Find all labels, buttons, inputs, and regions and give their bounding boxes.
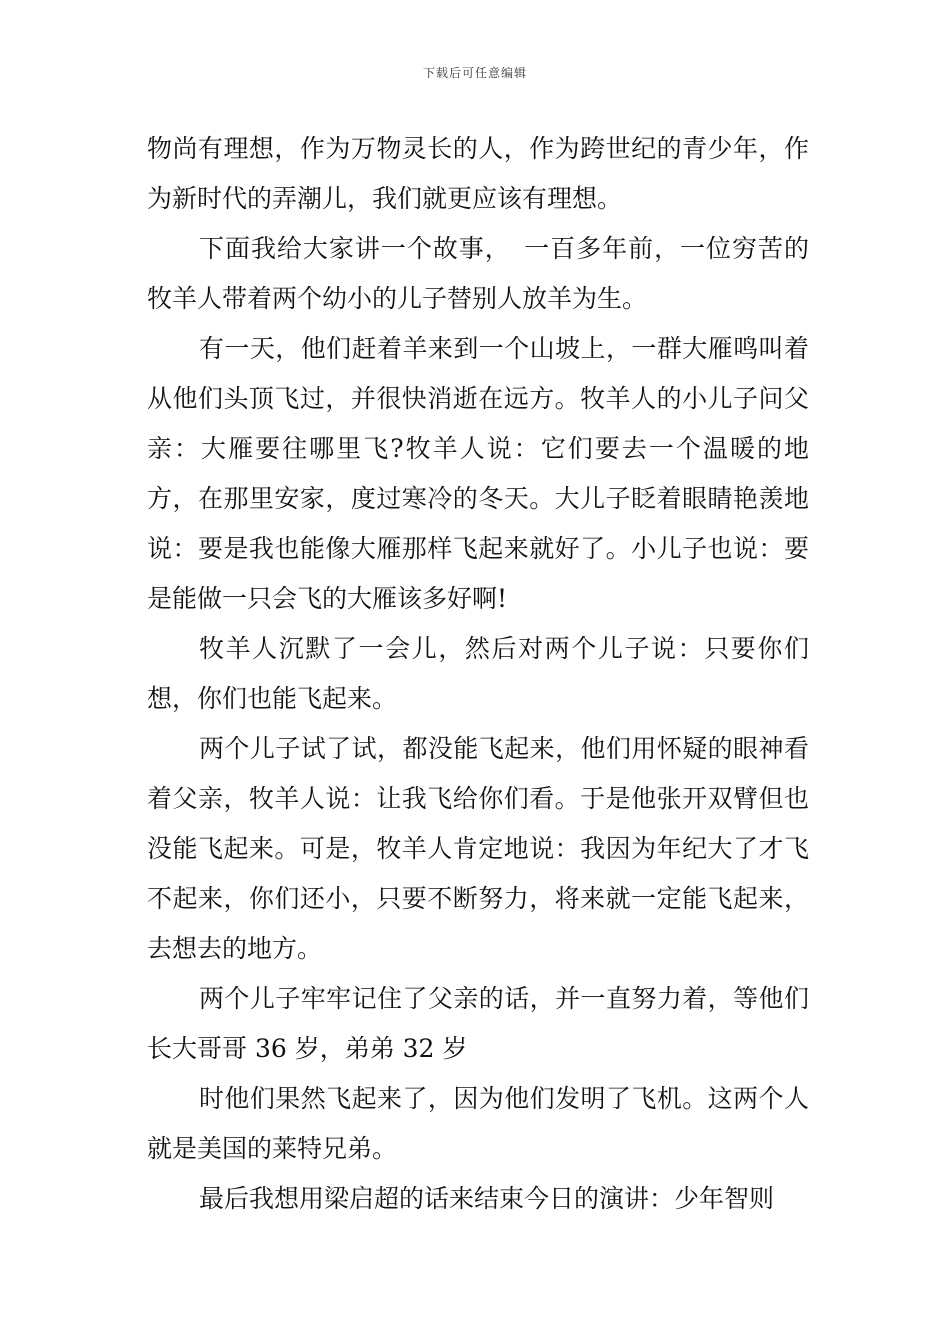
- paragraph-5: 两个儿子试了试，都没能飞起来，他们用怀疑的眼神看着父亲，牧羊人说：让我飞给你们看。于是他张开双臂但也没能飞起来。可是，牧羊人肯定地说：我因为年纪大了才飞不起来，你们还小，只要不断努力，将来就一定能飞起来，去想去的地方。: [147, 734, 809, 963]
- paragraph-8: 最后我想用梁启超的话来结束今日的演讲：少年智则: [199, 1184, 775, 1213]
- paragraph-2: 下面我给大家讲一个故事， 一百多年前，一位穷苦的牧羊人带着两个幼小的儿子替别人放羊为生。: [147, 234, 809, 313]
- paragraph-4: 牧羊人沉默了一会儿，然后对两个儿子说：只要你们想，你们也能飞起来。: [147, 634, 809, 713]
- body-text: [147, 124, 809, 1224]
- paragraph-3: 有一天，他们赶着羊来到一个山坡上，一群大雁鸣叫着从他们头顶飞过，并很快消逝在远方。牧羊人的小儿子问父亲：大雁要往哪里飞?牧羊人说：它们要去一个温暖的地方，在那里安家，度过寒冷的冬天。大儿子眨着眼睛艳羡地说：要是我也能像大雁那样飞起来就好了。小儿子也说：要是能做一只会飞的大雁该多好啊!: [147, 334, 809, 613]
- paragraph-6: 两个儿子牢牢记住了父亲的话，并一直努力着，等他们长大哥哥 36 岁，弟弟 32 岁: [147, 984, 809, 1063]
- page-header: 下载后可任意编辑: [422, 66, 527, 80]
- paragraph-1: 物尚有理想，作为万物灵长的人，作为跨世纪的青少年，作为新时代的弄潮儿，我们就更应该有理想。: [147, 134, 809, 213]
- paragraph-7: 时他们果然飞起来了，因为他们发明了飞机。这两个人就是美国的莱特兄弟。: [147, 1084, 809, 1163]
